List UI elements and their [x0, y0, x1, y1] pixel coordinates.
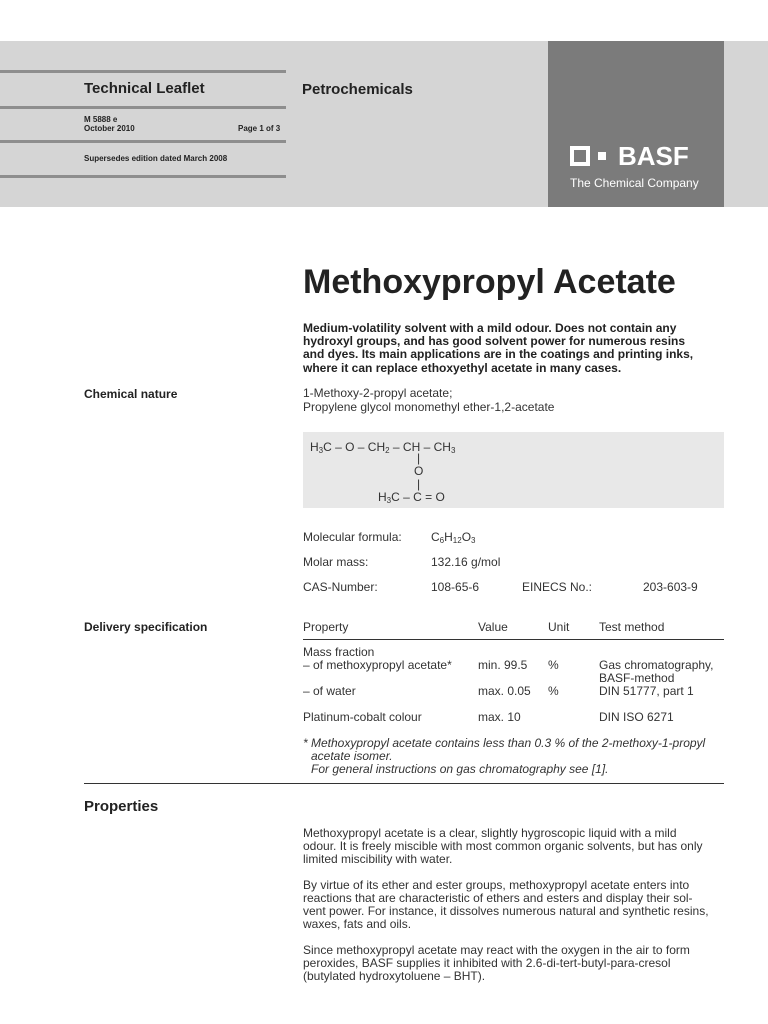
structural-formula [303, 432, 724, 508]
properties-paragraph: By virtue of its ether and ester groups, methoxypropyl acetate enters into reactions that are characteristic of ethers and esters and display their sol- vent power. For instance, it dissolves numerous natural and synthetic resins, waxes, fats and oils. [303, 878, 709, 931]
properties-paragraph: Methoxypropyl acetate is a clear, slightly hygroscopic liquid with a mild odour. It is freely miscible with most common organic solvents, but has only limited miscibility with water. [303, 826, 703, 866]
table-cell-value: max. 0.05 [478, 684, 531, 698]
table-cell-method: Gas chromatography, [599, 658, 714, 672]
properties-paragraph: Since methoxypropyl acetate may react with the oxygen in the air to form peroxides, BASF supplies it inhibited with 2.6-di-tert-butyl-para-cresol (butylated hydroxytoluene – BHT). [303, 943, 690, 983]
brand-tagline: The Chemical Company [570, 176, 699, 190]
molar-mass-label: Molar mass: [303, 555, 369, 569]
formula-bond: | [417, 451, 421, 465]
cas-label: CAS-Number: [303, 580, 378, 594]
table-cell-method: DIN ISO 6271 [599, 710, 674, 724]
table-cell-value: min. 99.5 [478, 658, 528, 672]
section-divider [84, 783, 724, 784]
footnote: acetate isomer. [311, 749, 393, 763]
formula-line: $H_3C - C = O$ [378, 490, 445, 505]
page-info: Page 1 of 3 [238, 124, 281, 133]
category-label: Petrochemicals [302, 81, 413, 98]
lead-paragraph: Medium-volatility solvent with a mild odour. Does not contain any hydroxyl groups, and has good solvent power for numerous resins and dyes. Its main applications are in the coatings and printing inks, where it can replace ethoxyethyl acetate in many cases. [303, 321, 694, 375]
table-cell-property: – of methoxypropyl acetate* [303, 658, 452, 672]
doc-date: October 2010 [84, 124, 135, 133]
table-cell-unit: % [548, 658, 559, 672]
chemical-name: Propylene glycol monomethyl ether-1,2-acetate [303, 400, 555, 414]
section-label-delivery-specification: Delivery specification [84, 620, 208, 634]
header-rule [0, 140, 286, 143]
section-label-chemical-nature: Chemical nature [84, 387, 178, 401]
formula-bond: | [417, 477, 421, 491]
column-header: Test method [599, 620, 665, 634]
molecular-formula-value: $C_6H_{12}O_3$ [431, 530, 476, 545]
leaflet-title: Technical Leaflet [84, 80, 205, 97]
molecular-formula-label: Molecular formula: [303, 530, 402, 544]
page-title: Methoxypropyl Acetate [303, 263, 676, 301]
table-cell-value: max. 10 [478, 710, 521, 724]
table-cell-method: DIN 51777, part 1 [599, 684, 694, 698]
chemical-name: 1-Methoxy-2-propyl acetate; [303, 386, 453, 400]
supersedes-note: Supersedes edition dated March 2008 [84, 154, 228, 163]
column-header: Unit [548, 620, 570, 634]
table-cell-property: Platinum-cobalt colour [303, 710, 422, 724]
column-header: Value [478, 620, 508, 634]
table-cell-unit: % [548, 684, 559, 698]
footnote: * Methoxypropyl acetate contains less than 0.3 % of the 2-methoxy-1-propyl [303, 736, 706, 750]
cas-value: 108-65-6 [431, 580, 480, 594]
header-rule [0, 70, 286, 73]
header-rule [0, 106, 286, 109]
section-heading-properties: Properties [84, 798, 159, 815]
molar-mass-value: 132.16 g/mol [431, 555, 501, 569]
header-rule [0, 175, 286, 178]
doc-number: M 5888 e [84, 115, 118, 124]
brand-name: BASF [618, 141, 689, 171]
table-group-label: Mass fraction [303, 645, 375, 659]
table-cell-method: BASF-method [599, 671, 675, 685]
einecs-value: 203-603-9 [643, 580, 698, 594]
einecs-label: EINECS No.: [522, 580, 593, 594]
table-header-rule [303, 639, 724, 640]
footnote: For general instructions on gas chromatography see [1]. [311, 762, 609, 776]
table-cell-property: – of water [303, 684, 356, 698]
column-header: Property [303, 620, 349, 634]
formula-line: $H_3C$ – O – $CH_2$ – CH – $CH_3$ [310, 440, 456, 455]
formula-oxygen: O [414, 464, 424, 478]
